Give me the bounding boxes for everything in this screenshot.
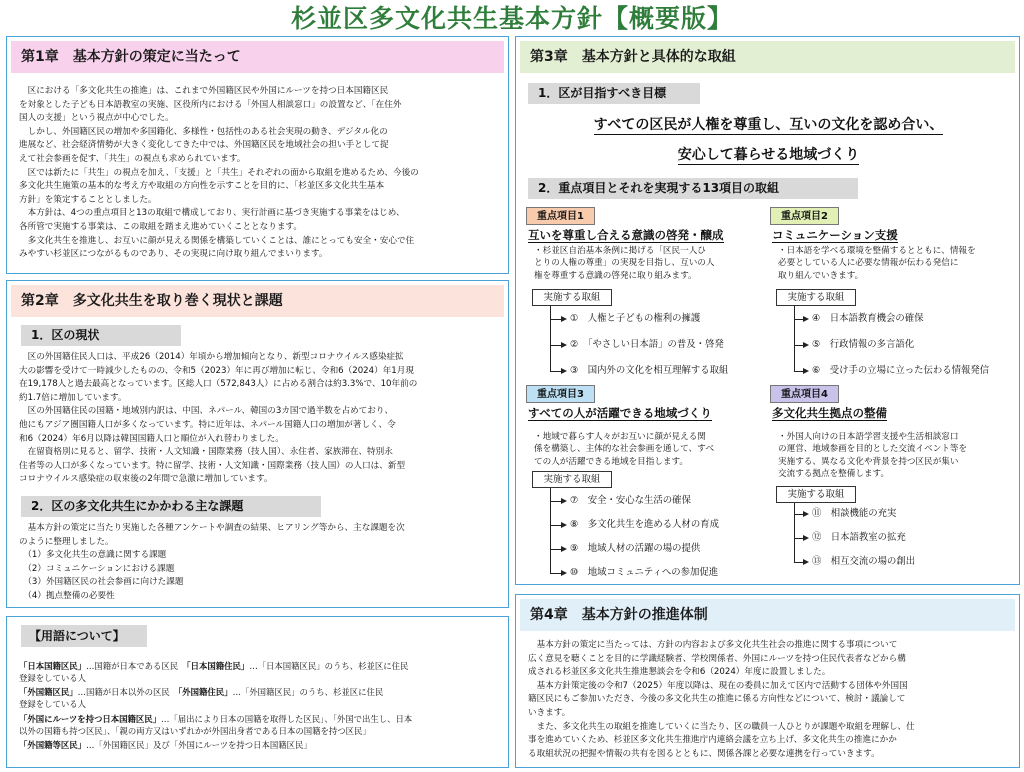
chapter-2-subhead-status: 1．区の現状 — [21, 325, 181, 346]
chapter-2-subhead-issues: 2．区の多文化共生にかかわる主な課題 — [21, 496, 321, 517]
connector-arrow — [803, 316, 809, 322]
priority-badge: 重点項目2 — [770, 207, 839, 225]
connector-spine — [794, 503, 795, 562]
terms-panel — [6, 616, 509, 768]
connector-arrow — [561, 570, 567, 576]
chapter-1-body: 区における「多文化共生の推進」は、これまで外国籍区民や外国にルーツを持つ日本国籍区民 を対象とした子ども日本語教室の実施、区役所内における「外国人相談窓口」の設置など、「在住外 国人の支援」という視点が中心でした。 しかし、外国籍区民の増加や多国籍化、多様性・包括性のある社会実現の動き、デジタル化の 進展など、社会経済情勢が大きく変化してきた中では、外国籍区民を地域社会の担い手として捉 えて社会参画を促す、「共生」の視点も求められています。 区では新たに「共生」の視点を加え、「支援」と「共生」それぞれの面から取組を進めるため、今後の 多文化共生施策の基本的な考え方や取組の方向性を示すことを目的に、「杉並区多文化共生基本 方針」を策定することとしました。 本方針は、4つの重点項目と13の取組で構成しており、実行計画に基づき実施する事業をはじめ、 各所管で実施する事業は、この取組を踏まえ進めていくこととなります。 多文化共生を推進し、お互いに顔が見える関係を構築していくことは、誰にとっても安全・安心で住 みやすい杉並区につながるものであり、その実現に向け取り組んでまいります。 — [19, 86, 419, 260]
priority-description: ・地域で暮らす人々がお互いに顔が見える関 係を構築し、主体的な社会参画を通して、すべ ての人が活躍できる地域を目指します。 — [534, 432, 715, 467]
term-line — [19, 686, 505, 698]
chapter-1-panel — [6, 36, 509, 274]
connector-arrow — [803, 342, 809, 348]
actions-label: 実施する取組 — [776, 289, 856, 306]
chapter-2-panel — [6, 280, 509, 608]
goal-line-2: 安心して暮らせる地域づくり — [677, 147, 860, 163]
priority-title: すべての人が活躍できる地域づくり — [528, 406, 712, 420]
term-definition: …「外国籍区民」のうち、杉並区に住民 — [232, 687, 384, 697]
term-line — [19, 713, 505, 725]
chapter-1-heading: 第1章 基本方針の策定に当たって — [11, 41, 504, 73]
actions-label: 実施する取組 — [532, 289, 612, 306]
priority-badge: 重点項目4 — [770, 385, 839, 403]
term-name: 「日本国籍住民」 — [186, 661, 250, 671]
goal-line-1: すべての区民が人権を尊重し、互いの文化を認め合い、 — [593, 117, 944, 133]
chapter-4-heading: 第4章 基本方針の推進体制 — [520, 599, 1015, 631]
term-line — [19, 725, 505, 737]
action-item: ① 人権と子どもの権利の擁護 — [570, 313, 701, 324]
term-line — [19, 698, 505, 710]
chapter-3-subhead-priorities: 2．重点項目とそれを実現する13項目の取組 — [528, 178, 858, 199]
chapter-2-issues-body: 基本方針の策定に当たり実施した各種アンケートや調査の結果、ヒアリング等から、主な課題を次 のように整理しました。 （1）多文化共生の意識に関する課題 （2）コミュニケーションにおける課題 （3）外国籍区民の社会参画に向けた課題 （4）拠点整備の必要性 — [19, 523, 405, 601]
term-name: 「外国籍住民」 — [178, 687, 233, 697]
connector-arrow — [803, 535, 809, 541]
priority-title: コミュニケーション支援 — [772, 228, 898, 242]
action-item: ③ 国内外の文化を相互理解する取組 — [570, 365, 729, 376]
term-definition: …「届出により日本の国籍を取得した区民」、「外国で出生し、日本 — [161, 714, 413, 724]
priority-badge: 重点項目1 — [526, 207, 595, 225]
term-definition: 登録をしている人 — [19, 673, 86, 683]
priority-title: 多文化共生拠点の整備 — [772, 406, 887, 420]
actions-label: 実施する取組 — [532, 471, 612, 488]
connector-spine — [550, 306, 551, 371]
term-name: 「外国にルーツを持つ日本国籍区民」 — [19, 714, 162, 724]
term-name: 「外国籍等区民」 — [19, 740, 86, 750]
connector-arrow — [561, 368, 567, 374]
term-definition: …国籍が日本以外の区民 — [77, 687, 179, 697]
connector-arrow — [561, 498, 567, 504]
actions-label: 実施する取組 — [776, 486, 856, 503]
action-item: ⑨ 地域人材の活躍の場の提供 — [570, 543, 701, 554]
chapter-3-subhead-goal: 1．区が目指すべき目標 — [528, 83, 700, 104]
chapter-4-panel — [515, 594, 1020, 768]
priority-description: ・外国人向けの日本語学習支援や生活相談窓口 の運営、地域参画を目的とした交流イベント等を 実施する、異なる文化や背景を持つ区民が集い 交流する拠点を整備します。 — [778, 432, 968, 480]
connector-arrow — [561, 546, 567, 552]
action-item: ⑧ 多文化共生を進める人材の育成 — [570, 519, 720, 530]
term-name: 「日本国籍区民」 — [19, 661, 86, 671]
action-item: ⑤ 行政情報の多言語化 — [812, 339, 915, 350]
term-definition: 登録をしている人 — [19, 699, 86, 709]
action-item: ⑬ 相互交流の場の創出 — [812, 556, 916, 567]
term-line — [19, 672, 505, 684]
term-name: 「外国籍区民」 — [19, 687, 78, 697]
term-definition: …国籍が日本である区民 — [86, 661, 187, 671]
connector-arrow — [561, 316, 567, 322]
connector-arrow — [561, 522, 567, 528]
action-item: ⑩ 地域コミュニティへの参加促進 — [570, 567, 719, 578]
chapter-2-status-body: 区の外国籍住民人口は、平成26（2014）年頃から増加傾向となり、新型コロナウイルス感染症拡 大の影響を受けて一時減少したものの、令和5（2023）年に再び増加に転じ、令和6（2024）年1月現 在19,178人と過去最高となっています。区総人口（572,843人）に占める割合は約3.3%で、10年前の 約1.7倍に増加しています。 区の外国籍住民の国籍・地域別内訳は、中国、ネパール、韓国の3カ国で過半数を占めており、 他にもアジア圏国籍人口が多くなっています。特に近年は、ネパール国籍人口の増加が著しく、令 和6（2024）年6月以降は韓国国籍人口と順位が入れ替わりました。 在留資格別に見ると、留学、技術・人文知識・国際業務（技人国）、永住者、家族滞在、特別永 住者等の人口が多くなっています。特に留学、技術・人文知識・国際業務（技人国）の人口は、新型 コロナウイルス感染症の収束後の2年間で急激に増加しています。 — [19, 352, 418, 485]
term-definition: …「日本国籍区民」のうち、杉並区に住民 — [249, 661, 409, 671]
page-title: 杉並区多文化共生基本方針【概要版】 — [290, 4, 733, 33]
term-definition: …「外国籍区民」及び「外国にルーツを持つ日本国籍区民」 — [86, 740, 312, 750]
action-item: ② 「やさしい日本語」の普及・啓発 — [570, 339, 724, 350]
terms-heading: 【用語について】 — [21, 625, 147, 647]
priority-description: ・杉並区自治基本条例に掲げる「区民一人ひ とりの人権の尊重」の実現を目指し、互いの人 権を尊重する意識の啓発に取り組みます。 — [534, 246, 715, 281]
chapter-2-heading: 第2章 多文化共生を取り巻く現状と課題 — [11, 285, 504, 317]
connector-arrow — [561, 342, 567, 348]
connector-arrow — [803, 368, 809, 374]
chapter-3-heading: 第3章 基本方針と具体的な取組 — [520, 41, 1015, 73]
connector-arrow — [803, 559, 809, 565]
action-item: ⑫ 日本語教室の拡充 — [812, 532, 906, 543]
chapter-4-body: 基本方針の策定に当たっては、方針の内容および多文化共生社会の推進に関する事項について 広く意見を聴くことを目的に学識経験者、学校関係者、外国にルーツを持つ住民代表者などから構 成される杉並区多文化共生推進懇談会を令和6（2024）年度に設置しました。 基本方針策定後の令和7（2025）年度以降は、現在の委員に加えて区内で活動する団体や外国国 籍区民にもご参加いただき、今後の多文化共生の推進に係る方向性などについて、検討・議論して いきます。 また、多文化共生の取組を推進していくに当たり、区の職員一人ひとりが課題や取組を理解し、仕 事を進めていくため、杉並区多文化共生推進庁内連絡会議を立ち上げ、多文化共生の推進にかか る取組状況の把握や情報の共有を図るとともに、関係各課と必要な連携を行っていきます。 — [528, 640, 915, 759]
term-line — [19, 660, 505, 672]
priority-title: 互いを尊重し合える意識の啓発・醸成 — [528, 228, 724, 242]
action-item: ⑦ 安全・安心な生活の確保 — [570, 495, 691, 506]
chapter-3-panel — [515, 36, 1020, 585]
action-item: ⑥ 受け手の立場に立った伝わる情報発信 — [812, 365, 990, 376]
connector-arrow — [803, 511, 809, 517]
term-definition: 以外の国籍も持つ区民」、「親の両方又はいずれかが外国出身者である日本の国籍を持つ区民」 — [19, 726, 371, 736]
priority-badge: 重点項目3 — [526, 385, 595, 403]
action-item: ④ 日本語教育機会の確保 — [812, 313, 924, 324]
term-line — [19, 739, 505, 751]
action-item: ⑪ 相談機能の充実 — [812, 508, 897, 519]
connector-spine — [794, 306, 795, 371]
priority-description: ・日本語を学べる環境を整備するとともに、情報を 必要としている人に必要な情報が伝わる発信に 取り組んでいきます。 — [778, 246, 976, 281]
